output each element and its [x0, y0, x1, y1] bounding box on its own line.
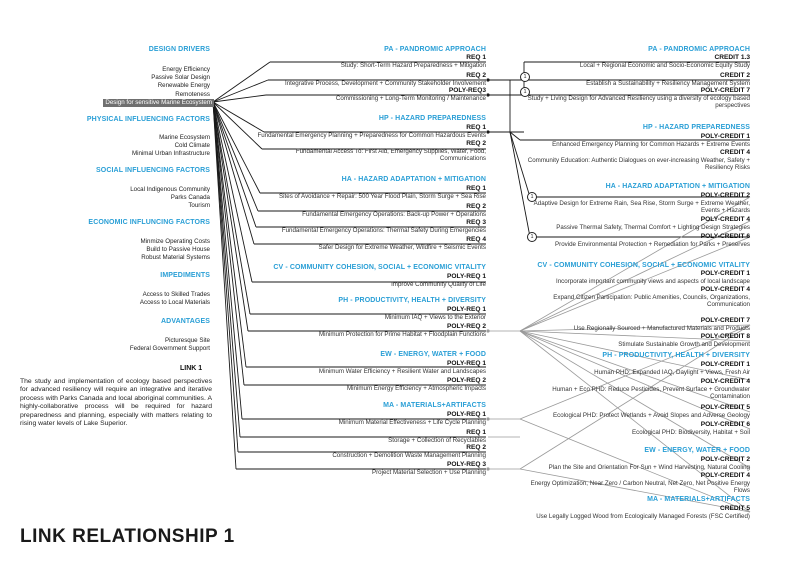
credit-text: Energy Optimization, Near Zero / Carbon Neutral, Net Zero, Net Positive Energy Flows [530, 480, 750, 495]
credit-text: Ecological PHD: Biodiversity, Habitat + Soil [631, 429, 750, 436]
credit-text: Community Education: Authentic Dialogues on ever-increasing Weather, Safety + Resiliency Risks [527, 157, 750, 172]
requirement-code: REQ 1 [466, 429, 486, 436]
page-title: LINK RELATIONSHIP 1 [20, 526, 235, 547]
requirement-text: Minimum Water Efficiency + Resilient Water and Landscapes [318, 368, 486, 375]
left-group-item: Energy Efficiency [162, 66, 210, 73]
credit-text: Local + Regional Economic and Socio-Economic Equity Study [579, 62, 750, 69]
requirement-text: Minimum Material Effectiveness + Life Cycle Planning [338, 419, 486, 426]
requirement-text: Fundamental Emergency Planning + Preparedness for Common Hazardous Events [257, 132, 486, 139]
left-group-item: Marine Ecosystem [159, 134, 210, 141]
requirement-text: Safer Design for Extreme Weather, Wildfire + Seismic Events [318, 244, 486, 251]
requirement-code: POLY-REQ 2 [447, 323, 486, 330]
requirement-code: POLY-REQ 1 [447, 306, 486, 313]
requirement-code: REQ 1 [466, 185, 486, 192]
left-group-item: Build to Passive House [146, 246, 210, 253]
requirement-section-title: PA - PANDROMIC APPROACH [384, 46, 486, 53]
requirement-section-title: HP - HAZARD PREPAREDNESS [378, 115, 486, 122]
left-group-title: ADVANTAGES [161, 318, 210, 325]
left-group-item: Picturesque Site [164, 337, 210, 344]
credit-text: Use Regionally Sourced + Manufactured Materials and Products [573, 325, 750, 332]
requirement-text: Fundamental Access To: First Aid, Emergency Supplies, Water, Food, Communications [295, 148, 486, 163]
credit-text: Use Legally Logged Wood from Ecologically Managed Forests (FSC Certified) [536, 513, 750, 520]
credit-code: POLY-CREDIT 1 [700, 133, 750, 140]
credit-code: POLY-CREDIT 6 [700, 421, 750, 428]
requirement-text: Storage + Collection of Recyclables [388, 437, 486, 444]
requirement-text: Sites of Avoidance + Repair: 500 Year Flood Plain, Storm Surge + Sea Rise [279, 193, 486, 200]
marker-1-c: 1 [527, 192, 537, 202]
left-group-item: Renewable Energy [157, 82, 210, 89]
left-group-item: Minmize Operating Costs [140, 238, 210, 245]
requirement-code: REQ 4 [466, 236, 486, 243]
requirement-code: REQ 2 [466, 72, 486, 79]
credit-code: CREDIT 1.3 [714, 54, 750, 61]
credit-code: POLY-CREDIT 4 [700, 378, 750, 385]
credit-code: CREDIT 2 [719, 72, 750, 79]
credit-text: Ecological PHD: Protect Wetlands + Avoid Slopes and Adverse Geology [552, 412, 750, 419]
highlighted-design-driver: Design for sensitive Marine Ecosystem [105, 99, 212, 106]
credit-code: POLY-CREDIT 2 [700, 192, 750, 199]
requirement-section-title: MA - MATERIALS+ARTIFACTS [383, 402, 486, 409]
left-group-title: SOCIAL INFLUENCING FACTORS [96, 167, 210, 174]
credit-code: POLY-CREDIT 8 [700, 333, 750, 340]
credit-code: POLY-CREDIT 5 [700, 404, 750, 411]
requirement-code: POLY-REQ 1 [447, 411, 486, 418]
credit-code: POLY-CREDIT 1 [700, 361, 750, 368]
left-group-item: Robust Material Systems [141, 254, 210, 261]
requirement-code: REQ 3 [466, 219, 486, 226]
requirement-section-title: EW - ENERGY, WATER + FOOD [380, 351, 486, 358]
left-group-item: Local Indigenous Community [130, 186, 210, 193]
left-group-item: Federal Government Support [129, 345, 210, 352]
credit-code: POLY-CREDIT 2 [700, 456, 750, 463]
credit-text: Enhanced Emergency Planning for Common Hazards + Extreme Events [552, 141, 750, 148]
left-group-item: Access to Local Materials [139, 299, 210, 306]
credit-code: POLY-CREDIT 4 [700, 472, 750, 479]
requirement-section-title: CV - COMMUNITY COHESION, SOCIAL + ECONOMIC VITALITY [273, 264, 486, 271]
requirement-text: Minimum Protection for Prime Habitat + Floodplain Functions [319, 331, 486, 338]
requirement-text: Fundamental Emergency Operations: Thermal Safety During Emergencies [281, 227, 486, 234]
requirement-code: POLY-REQ 1 [447, 360, 486, 367]
requirement-text: Construction + Demolition Waste Management Planning [332, 452, 486, 459]
left-group-item: Passive Solar Design [151, 74, 210, 81]
credit-section-title: HP - HAZARD PREPAREDNESS [642, 124, 750, 131]
link-description: The study and implementation of ecology based perspectives for advanced resiliency will require an integrative and iterative process with Parks Canada and local aboriginal communities. A highly-collaborative process will be required for hazard preparedness and planning, especially with matters relating to rising water levels of Lake Superior. [20, 378, 212, 428]
requirement-text: Minimum Energy Efficiency + Atmospheric Impacts [347, 385, 486, 392]
credit-text: Passive Thermal Safety, Thermal Comfort + Lighting Design Strategies [556, 224, 750, 231]
link-title: LINK 1 [180, 365, 203, 372]
credit-section-title: HA - HAZARD ADAPTATION + MITIGATION [605, 183, 750, 190]
marker-1-b: 1 [520, 87, 530, 97]
grey-node-dots [486, 329, 489, 470]
left-group-title: IMPEDIMENTS [160, 272, 210, 279]
credit-text: Human + Eco PHD: Reduce Pesticides, Prevent Surface + Groundwater Contamination [552, 386, 750, 401]
credit-text: Provide Environmental Protection + Remediation for Parks + Preserves [555, 241, 750, 248]
left-group-title: PHYSICAL INFLUENCING FACTORS [86, 116, 210, 123]
credit-section-title: PH - PRODUCTIVITY, HEALTH + DIVERSITY [602, 352, 750, 359]
credit-section-title: PA - PANDROMIC APPROACH [648, 46, 750, 53]
requirement-section-title: HA - HAZARD ADAPTATION + MITIGATION [341, 176, 486, 183]
requirement-text: Commissioning + Long-Term Monitoring / Maintenance [335, 95, 486, 102]
credit-code: CREDIT 5 [719, 505, 750, 512]
credit-text: Stimulate Sustainable Growth and Development [618, 341, 750, 348]
requirement-code: REQ 2 [466, 203, 486, 210]
credit-section-title: CV - COMMUNITY COHESION, SOCIAL + ECONOMIC VITALITY [537, 262, 750, 269]
requirement-code: POLY-REQ 3 [447, 461, 486, 468]
credit-text: Incorporate important community views and aspects of local landscape [556, 278, 750, 285]
credit-text: Plan the Site and Orientation For Sun + Wind Harvesting, Natural Cooling [548, 464, 750, 471]
requirement-code: POLY-REQ3 [448, 87, 486, 94]
credit-code: POLY-CREDIT 7 [700, 317, 750, 324]
requirement-code: REQ 2 [466, 140, 486, 147]
requirement-section-title: PH - PRODUCTIVITY, HEALTH + DIVERSITY [338, 297, 486, 304]
requirement-text: Project Material Selection + Use Planning [371, 469, 486, 476]
credit-code: POLY-CREDIT 7 [700, 87, 750, 94]
credit-code: POLY-CREDIT 6 [700, 233, 750, 240]
left-group-item: Parks Canada [170, 194, 210, 201]
requirement-code: REQ 1 [466, 54, 486, 61]
left-group-item: Minimal Urban Infrastructure [131, 150, 210, 157]
left-group-item: Remoteness [175, 91, 210, 98]
left-group-title: DESIGN DRIVERS [148, 46, 210, 53]
credit-text: Establish a Sustainability + Resiliency Management System [586, 80, 750, 87]
left-group-item: Cold Climate [174, 142, 210, 149]
credit-code: POLY-CREDIT 1 [700, 270, 750, 277]
credit-code: POLY-CREDIT 4 [700, 216, 750, 223]
left-group-item: Tourism [188, 202, 210, 209]
marker-1-a: 1 [520, 72, 530, 82]
left-group-title: ECONOMIC INFLUNCING FACTORS [88, 219, 210, 226]
credit-text: Adaptive Design for Extreme Rain, Sea Rise, Storm Surge + Extreme Weather, Events + Hazards [533, 200, 750, 215]
requirement-text: Improve Community Quality of Life [391, 281, 486, 288]
credit-text: Study + Living Design for Advanced Resiliency using a diversity of ecology based perspectives [527, 95, 750, 110]
credit-code: CREDIT 4 [719, 149, 750, 156]
marker-1-d: 1 [527, 232, 537, 242]
requirement-text: Minimum IAQ + Views to the Exterior [384, 314, 486, 321]
requirement-code: POLY-REQ 2 [447, 377, 486, 384]
credit-section-title: EW - ENERGY, WATER + FOOD [644, 447, 750, 454]
credit-code: POLY-CREDIT 4 [700, 286, 750, 293]
requirement-code: REQ 1 [466, 124, 486, 131]
requirement-text: Study: Short-Term Hazard Preparedness + Mitigation [340, 62, 486, 69]
credit-text: Human PHD: Expanded IAQ, Daylight + Views, Fresh Air [594, 369, 750, 376]
requirement-text: Fundamental Emergency Operations: Back-up Power + Operations [302, 211, 486, 218]
requirement-code: POLY-REQ 1 [447, 273, 486, 280]
requirement-code: REQ 2 [466, 444, 486, 451]
left-group-item: Access to Skilled Trades [142, 291, 210, 298]
credit-section-title: MA - MATERIALS+ARTIFACTS [647, 496, 750, 503]
requirement-text: Integrative Process, Development + Community Stakeholder Involvement [284, 80, 486, 87]
credit-text: Expand Citizen Participation: Public Amenities, Councils, Organizations, Communication [553, 294, 750, 309]
